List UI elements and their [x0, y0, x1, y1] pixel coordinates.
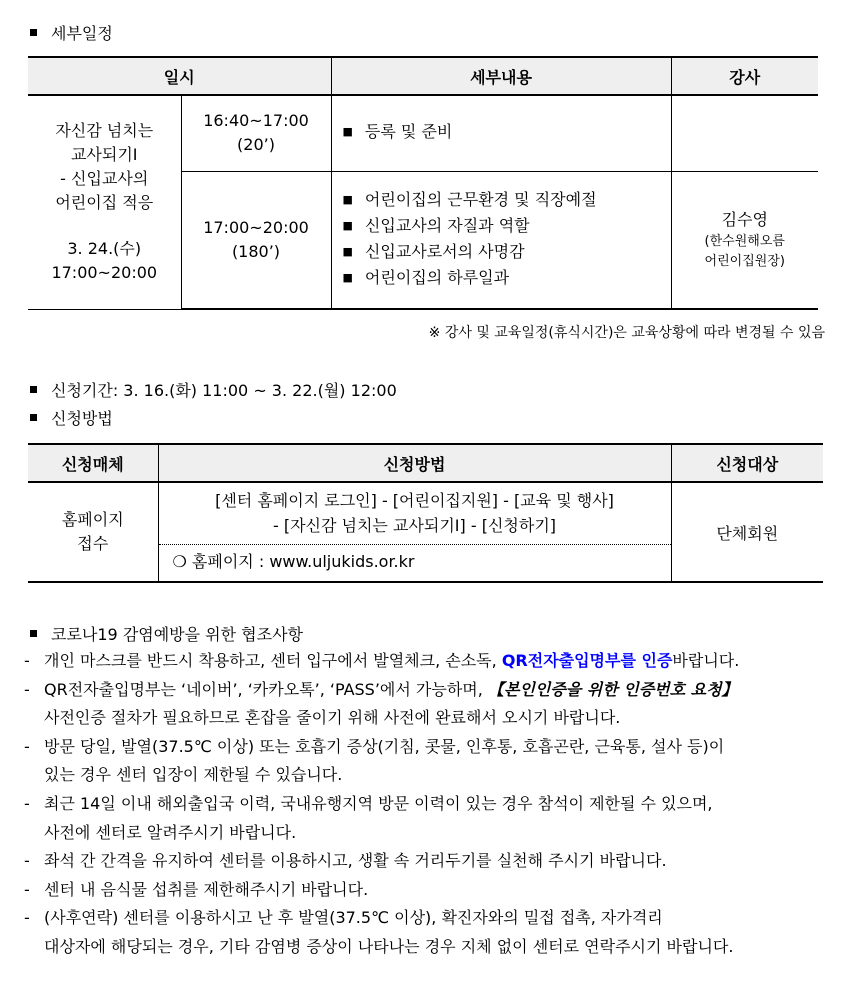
instructor-affiliation: (한수원해오름: [704, 233, 785, 249]
header-target: 신청대상: [671, 444, 823, 482]
detail-item: ■ 어린이집의 하루일과: [343, 266, 670, 292]
header-method: 신청방법: [158, 444, 671, 482]
dash-bullet: -: [24, 679, 30, 699]
guideline-segment: (사후연락) 센터를 이용하시고 난 후 발열(37.5℃ 이상), 확진자와의 밀접 접촉, 자가격리: [44, 908, 663, 928]
instructor-cell: [671, 95, 818, 171]
guideline-item: [24, 733, 829, 790]
medium-line: 홈페이지: [61, 510, 124, 529]
method-line: [센터 홈페이지 로그인] - [어린이집지원] - [교육 및 행사]: [215, 491, 614, 510]
course-title-cell: [28, 95, 181, 309]
guideline-continuation: 사전에 센터로 알려주시기 바랍니다.: [44, 822, 297, 842]
application-row: [28, 482, 823, 582]
emphasized-text: QR전자출입명부를 인증: [501, 651, 673, 670]
dash-bullet: -: [24, 908, 30, 928]
course-time: 17:00~20:00: [51, 263, 158, 283]
dash-bullet: -: [24, 879, 30, 899]
guideline-item: [24, 876, 829, 905]
duration: (180’): [231, 241, 281, 261]
guideline-item: [24, 676, 829, 733]
guideline-text: [44, 794, 713, 813]
instructor-affiliation: 어린이집원장): [704, 253, 785, 269]
covid-heading: 코로나19 감염예방을 위한 협조사항: [30, 622, 303, 645]
guideline-text: [44, 851, 667, 870]
guideline-item: [24, 904, 829, 961]
header-datetime: 일시: [28, 57, 331, 95]
guideline-text: [44, 908, 663, 927]
schedule-heading: 세부일정: [30, 21, 113, 44]
square-bullet-icon: [30, 630, 37, 637]
application-header-row: [28, 444, 823, 482]
schedule-row: [28, 95, 818, 171]
guideline-continuation: 사전인증 절차가 필요하므로 혼잡을 줄이기 위해 사전에 완료해서 오시기 바랍니다.: [44, 708, 621, 728]
guideline-text: [44, 880, 368, 899]
square-bullet-icon: [30, 29, 37, 36]
instructor-cell: [671, 171, 818, 309]
guideline-item: [24, 790, 829, 847]
time-range: 17:00~20:00: [203, 217, 309, 237]
guideline-text: [44, 680, 738, 699]
schedule-note: ※ 강사 및 교육일정(휴식시간)은 교육상황에 따라 변경될 수 있음: [428, 325, 825, 341]
target-cell: 단체회원: [671, 482, 823, 582]
medium-cell: [28, 482, 158, 582]
emphasized-text: 【본인인증을 위한 인증번호 요청】: [487, 679, 738, 699]
instructor-name: 김수영: [721, 209, 768, 229]
square-bullet-icon: [30, 386, 37, 393]
application-period: 신청기간: 3. 16.(화) 11:00 ~ 3. 22.(월) 12:00: [30, 378, 397, 401]
dash-bullet: -: [24, 651, 30, 670]
course-title-line: 어린이집 적응: [55, 193, 154, 213]
guideline-continuation: 있는 경우 센터 입장이 제한될 수 있습니다.: [44, 765, 343, 785]
course-title-line: 교사되기Ⅰ: [70, 145, 138, 165]
covid-guidelines-list: [24, 647, 829, 962]
detail-item: ■ 신입교사로서의 사명감: [343, 240, 670, 266]
schedule-table: [28, 56, 818, 310]
guideline-item: [24, 847, 829, 876]
application-table: [28, 443, 823, 583]
course-title-line: 자신감 넘치는: [55, 121, 154, 141]
duration: (20’): [237, 135, 275, 155]
guideline-segment: 방문 당일, 발열(37.5℃ 이상) 또는 호흡기 증상(기침, 콧물, 인후통, 호흡곤란, 근육통, 설사 등)이: [44, 736, 725, 756]
guideline-segment: 개인 마스크를 반드시 착용하고, 센터 입구에서 발열체크, 손소독,: [44, 651, 502, 670]
guideline-segment: QR전자출입명부는 ‘네이버’, ‘카카오톡’, ‘PASS’에서 가능하며,: [44, 679, 488, 699]
method-line: - [자신감 넘치는 교사되기Ⅰ] - [신청하기]: [272, 516, 557, 535]
time-cell: [181, 95, 331, 171]
guideline-continuation: 대상자에 해당되는 경우, 기타 감염병 증상이 나타나는 경우 지체 없이 센터로 연락주시기 바랍니다.: [44, 936, 734, 956]
time-cell: [181, 171, 331, 309]
guideline-segment: 좌석 간 간격을 유지하여 센터를 이용하시고, 생활 속 거리두기를 실천해 주시기 바랍니다.: [44, 851, 667, 871]
guideline-segment: 최근 14일 이내 해외출입국 이력, 국내유행지역 방문 이력이 있는 경우 참석이 제한될 수 있으며,: [44, 793, 713, 813]
details-cell: [331, 171, 671, 309]
detail-item: ■ 신입교사의 자질과 역할: [343, 214, 670, 240]
dash-bullet: -: [24, 793, 30, 813]
application-method-heading: 신청방법: [30, 406, 113, 429]
schedule-header-row: [28, 57, 818, 95]
header-medium: 신청매체: [28, 444, 158, 482]
guideline-text: [44, 651, 739, 670]
guideline-item: [24, 647, 829, 676]
guideline-segment: 센터 내 음식물 섭취를 제한해주시기 바랍니다.: [44, 879, 369, 899]
detail-item: ■ 등록 및 준비: [343, 120, 670, 146]
header-details: 세부내용: [331, 57, 671, 95]
homepage-url: ❍ 홈페이지 : www.uljukids.or.kr: [159, 544, 671, 579]
course-title-line: - 신입교사의: [60, 169, 149, 189]
course-date: 3. 24.(수): [67, 239, 142, 259]
square-bullet-icon: [30, 414, 37, 421]
detail-item: ■ 어린이집의 근무환경 및 직장예절: [343, 188, 670, 214]
dash-bullet: -: [24, 736, 30, 756]
header-instructor: 강사: [671, 57, 818, 95]
guideline-text: [44, 737, 724, 756]
details-cell: [331, 95, 671, 171]
time-range: 16:40~17:00: [203, 111, 309, 131]
guideline-segment: 바랍니다.: [672, 651, 740, 670]
method-cell: [158, 482, 671, 582]
medium-line: 접수: [77, 534, 109, 553]
dash-bullet: -: [24, 851, 30, 871]
